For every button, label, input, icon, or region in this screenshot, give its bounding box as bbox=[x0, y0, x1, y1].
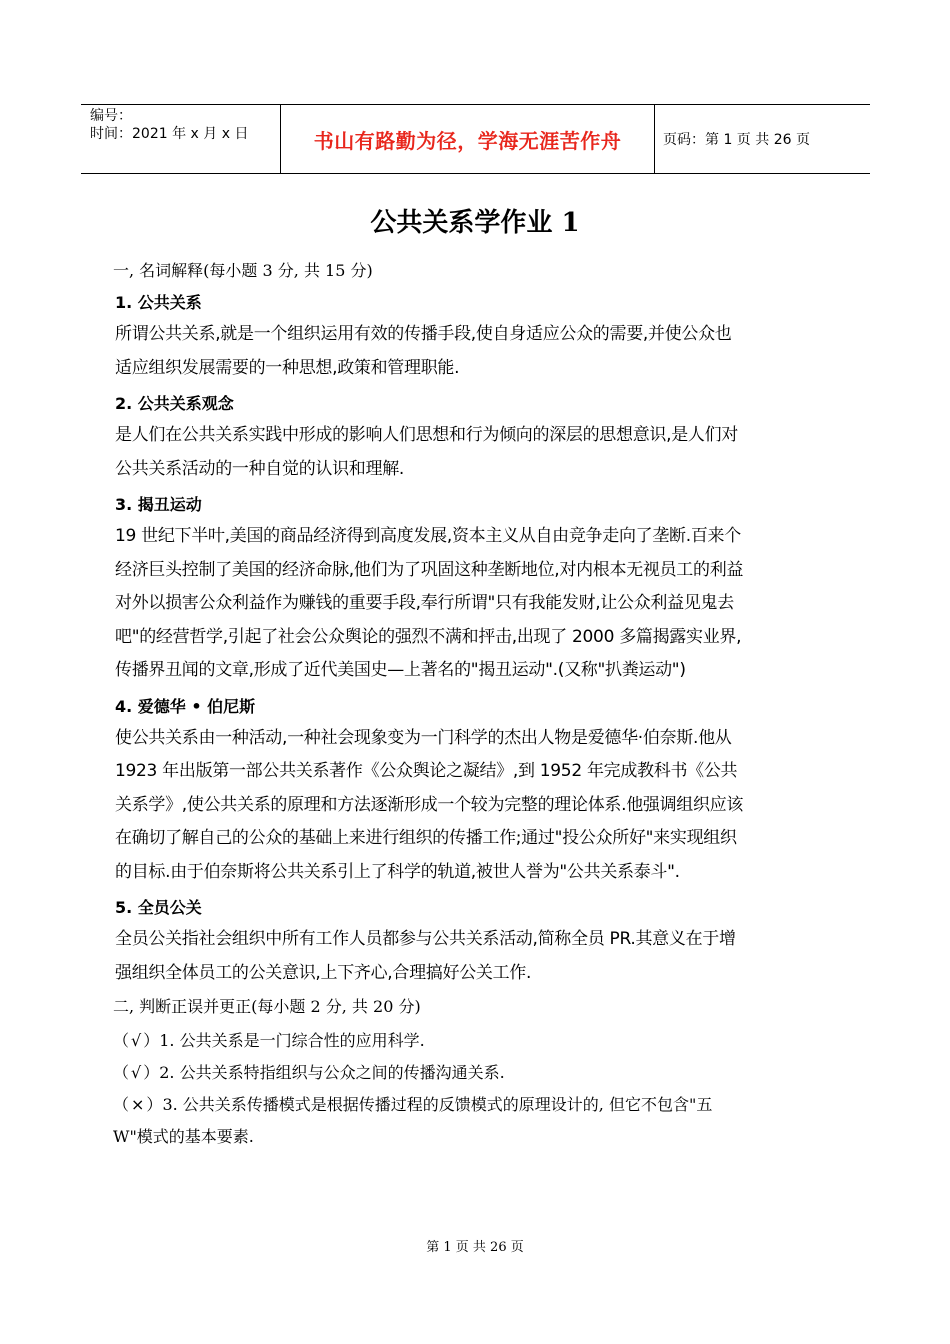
judgement-item bbox=[113, 1057, 840, 1089]
time-label: 时间：2021 年 x 月 x 日 bbox=[90, 126, 249, 142]
term-definition bbox=[115, 419, 840, 486]
text-line: 在确切了解自己的公众的基础上来进行组织的传播工作;通过"投公众所好"来实现组织 bbox=[115, 828, 737, 848]
term-definition bbox=[115, 520, 840, 688]
text-line: 1923 年出版第一部公共关系著作《公众舆论之凝结》,到 1952 年完成教科书《公共 bbox=[115, 761, 738, 781]
judgement-text: 3. 公共关系传播模式是根据传播过程的反馈模式的原理设计的, 但它不包含"五 bbox=[162, 1095, 713, 1114]
text-line: 全员公关指社会组织中所有工作人员都参与公共关系活动,简称全员 PR.其意义在于增 bbox=[115, 929, 736, 949]
text-line: 经济巨头控制了美国的经济命脉,他们为了巩固这种垄断地位,对内根本无视员工的利益 bbox=[115, 559, 744, 580]
text-line: 适应组织发展需要的一种思想,政策和管理职能. bbox=[115, 357, 460, 378]
term-title: 2. 公共关系观念 bbox=[115, 394, 234, 413]
term-title: 3. 揭丑运动 bbox=[115, 495, 202, 514]
document-header bbox=[81, 104, 870, 174]
judgement-continuation: W"模式的基本要素. bbox=[113, 1127, 254, 1146]
term-title: 5. 全员公关 bbox=[115, 898, 202, 917]
section-heading: 二, 判断正误并更正(每小题 2 分, 共 20 分) bbox=[113, 997, 421, 1016]
check-mark-icon: √ bbox=[131, 1063, 142, 1082]
open-paren: （ bbox=[113, 1095, 130, 1114]
term-definition bbox=[115, 318, 840, 385]
header-meta bbox=[81, 105, 281, 173]
text-line: 是人们在公共关系实践中形成的影响人们思想和行为倾向的深层的思想意识,是人们对 bbox=[115, 425, 739, 445]
text-line: 所谓公共关系,就是一个组织运用有效的传播手段,使自身适应公众的需要,并使公众也 bbox=[115, 324, 732, 344]
judgement-text: 1. 公共关系是一门综合性的应用科学. bbox=[159, 1031, 425, 1050]
judgement-text: 2. 公共关系特指组织与公众之间的传播沟通关系. bbox=[159, 1063, 505, 1082]
text-line: 关系学》,使公共关系的原理和方法逐渐形成一个较为完整的理论体系.他强调组织应该 bbox=[115, 794, 744, 815]
text-line: 使公共关系由一种活动,一种社会现象变为一门科学的杰出人物是爱德华·伯奈斯.他从 bbox=[115, 727, 732, 748]
close-paren: ） bbox=[143, 1063, 160, 1082]
page-footer: 第 1 页 共 26 页 bbox=[426, 1240, 524, 1255]
close-paren: ） bbox=[143, 1031, 160, 1050]
section-heading: 一, 名词解释(每小题 3 分, 共 15 分) bbox=[113, 261, 373, 280]
term-definition bbox=[115, 923, 840, 990]
term-definition bbox=[115, 722, 840, 890]
text-line: 19 世纪下半叶,美国的商品经济得到高度发展,资本主义从自由竞争走向了垄断.百来个 bbox=[115, 526, 741, 546]
close-paren: ） bbox=[146, 1095, 163, 1114]
term-title: 1. 公共关系 bbox=[115, 293, 202, 312]
header-motto: 书山有路勤为径，学海无涯苦作舟 bbox=[281, 105, 655, 173]
document-title: 公共关系学作业 1 bbox=[370, 208, 580, 238]
text-line: 传播界丑闻的文章,形成了近代美国史—上著名的"揭丑运动".(又称"扒粪运动") bbox=[115, 660, 686, 680]
cross-mark-icon: × bbox=[131, 1095, 145, 1114]
judgement-item bbox=[113, 1025, 840, 1057]
check-mark-icon: √ bbox=[131, 1031, 142, 1050]
document-body bbox=[115, 257, 840, 1153]
number-label: 编号： bbox=[90, 108, 132, 124]
text-line: 的目标.由于伯奈斯将公共关系引上了科学的轨道,被世人誉为"公共关系泰斗". bbox=[115, 861, 680, 882]
judgement-item bbox=[113, 1089, 840, 1121]
open-paren: （ bbox=[113, 1031, 130, 1050]
header-page-info: 页码：第 1 页 共 26 页 bbox=[663, 132, 810, 148]
text-line: 吧"的经营哲学,引起了社会公众舆论的强烈不满和抨击,出现了 2000 多篇揭露实业界, bbox=[115, 626, 742, 647]
text-line: 强组织全体员工的公关意识,上下齐心,合理搞好公关工作. bbox=[115, 962, 532, 983]
text-line: 公共关系活动的一种自觉的认识和理解. bbox=[115, 458, 405, 479]
text-line: 对外以损害公众利益作为赚钱的重要手段,奉行所谓"只有我能发财,让公众利益见鬼去 bbox=[115, 593, 734, 613]
open-paren: （ bbox=[113, 1063, 130, 1082]
term-title: 4. 爱德华 • 伯尼斯 bbox=[115, 696, 256, 716]
